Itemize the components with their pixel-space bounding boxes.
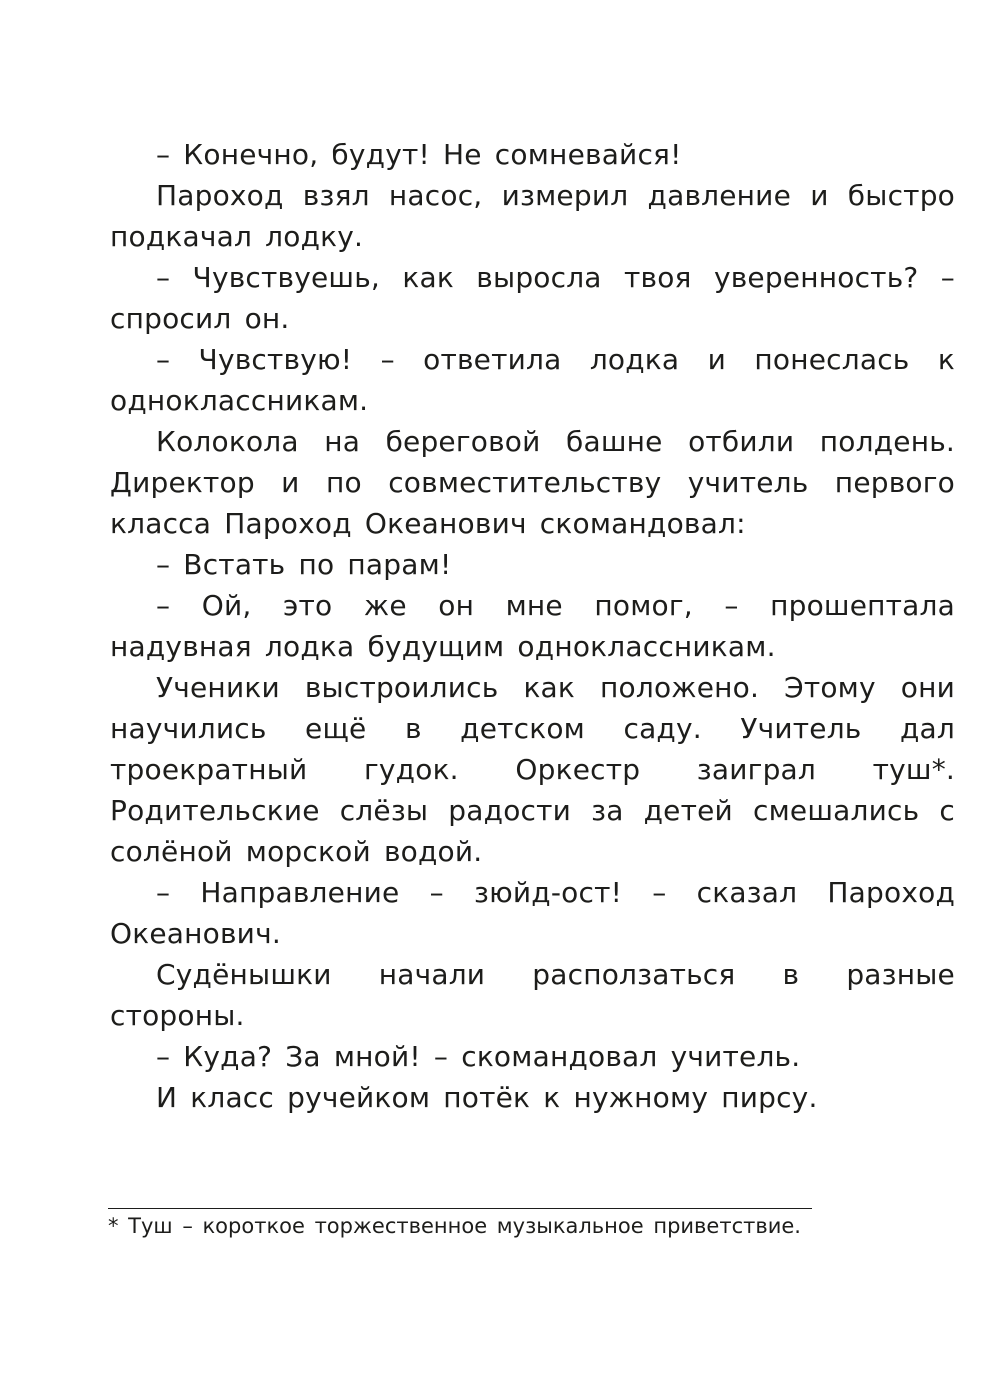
paragraph-narration-1: Пароход взял насос, измерил давление и быстро подкачал лодку. xyxy=(110,179,955,253)
paragraph-dialogue-6: – Направление – зюйд-ост! – сказал Пароход Океанович. xyxy=(110,876,955,950)
paragraph-narration-5: И класс ручейком потёк к нужному пирсу. xyxy=(156,1081,818,1114)
paragraph-dialogue-7: – Куда? За мной! – скомандовал учитель. xyxy=(156,1040,801,1073)
paragraph-dialogue-3: – Чувствую! – ответила лодка и понеслась к одноклассникам. xyxy=(110,343,955,417)
story-text xyxy=(110,134,955,1118)
paragraph-dialogue-2: – Чувствуешь, как выросла твоя уверенность? – спросил он. xyxy=(110,261,955,335)
footnote-divider xyxy=(108,1208,812,1209)
paragraph-dialogue-5: – Ой, это же он мне помог, – прошептала надувная лодка будущим одноклассникам. xyxy=(110,589,955,663)
paragraph-narration-2: Колокола на береговой башне отбили полдень. Директор и по совместительству учитель первого класса Пароход Океанович скомандовал: xyxy=(110,425,955,540)
footnote: * Туш – короткое торжественное музыкальное приветствие. xyxy=(108,1214,801,1238)
paragraph-narration-4: Судёнышки начали расползаться в разные стороны. xyxy=(110,958,955,1032)
paragraph-narration-3: Ученики выстроились как положено. Этому они научились ещё в детском саду. Учитель дал троекратный гудок. Оркестр заиграл туш*. Родительские слёзы радости за детей смешались с солёной морской водой. xyxy=(110,671,955,868)
paragraph-dialogue-4: – Встать по парам! xyxy=(156,548,452,581)
paragraph-dialogue-1: – Конечно, будут! Не сомневайся! xyxy=(156,138,682,171)
